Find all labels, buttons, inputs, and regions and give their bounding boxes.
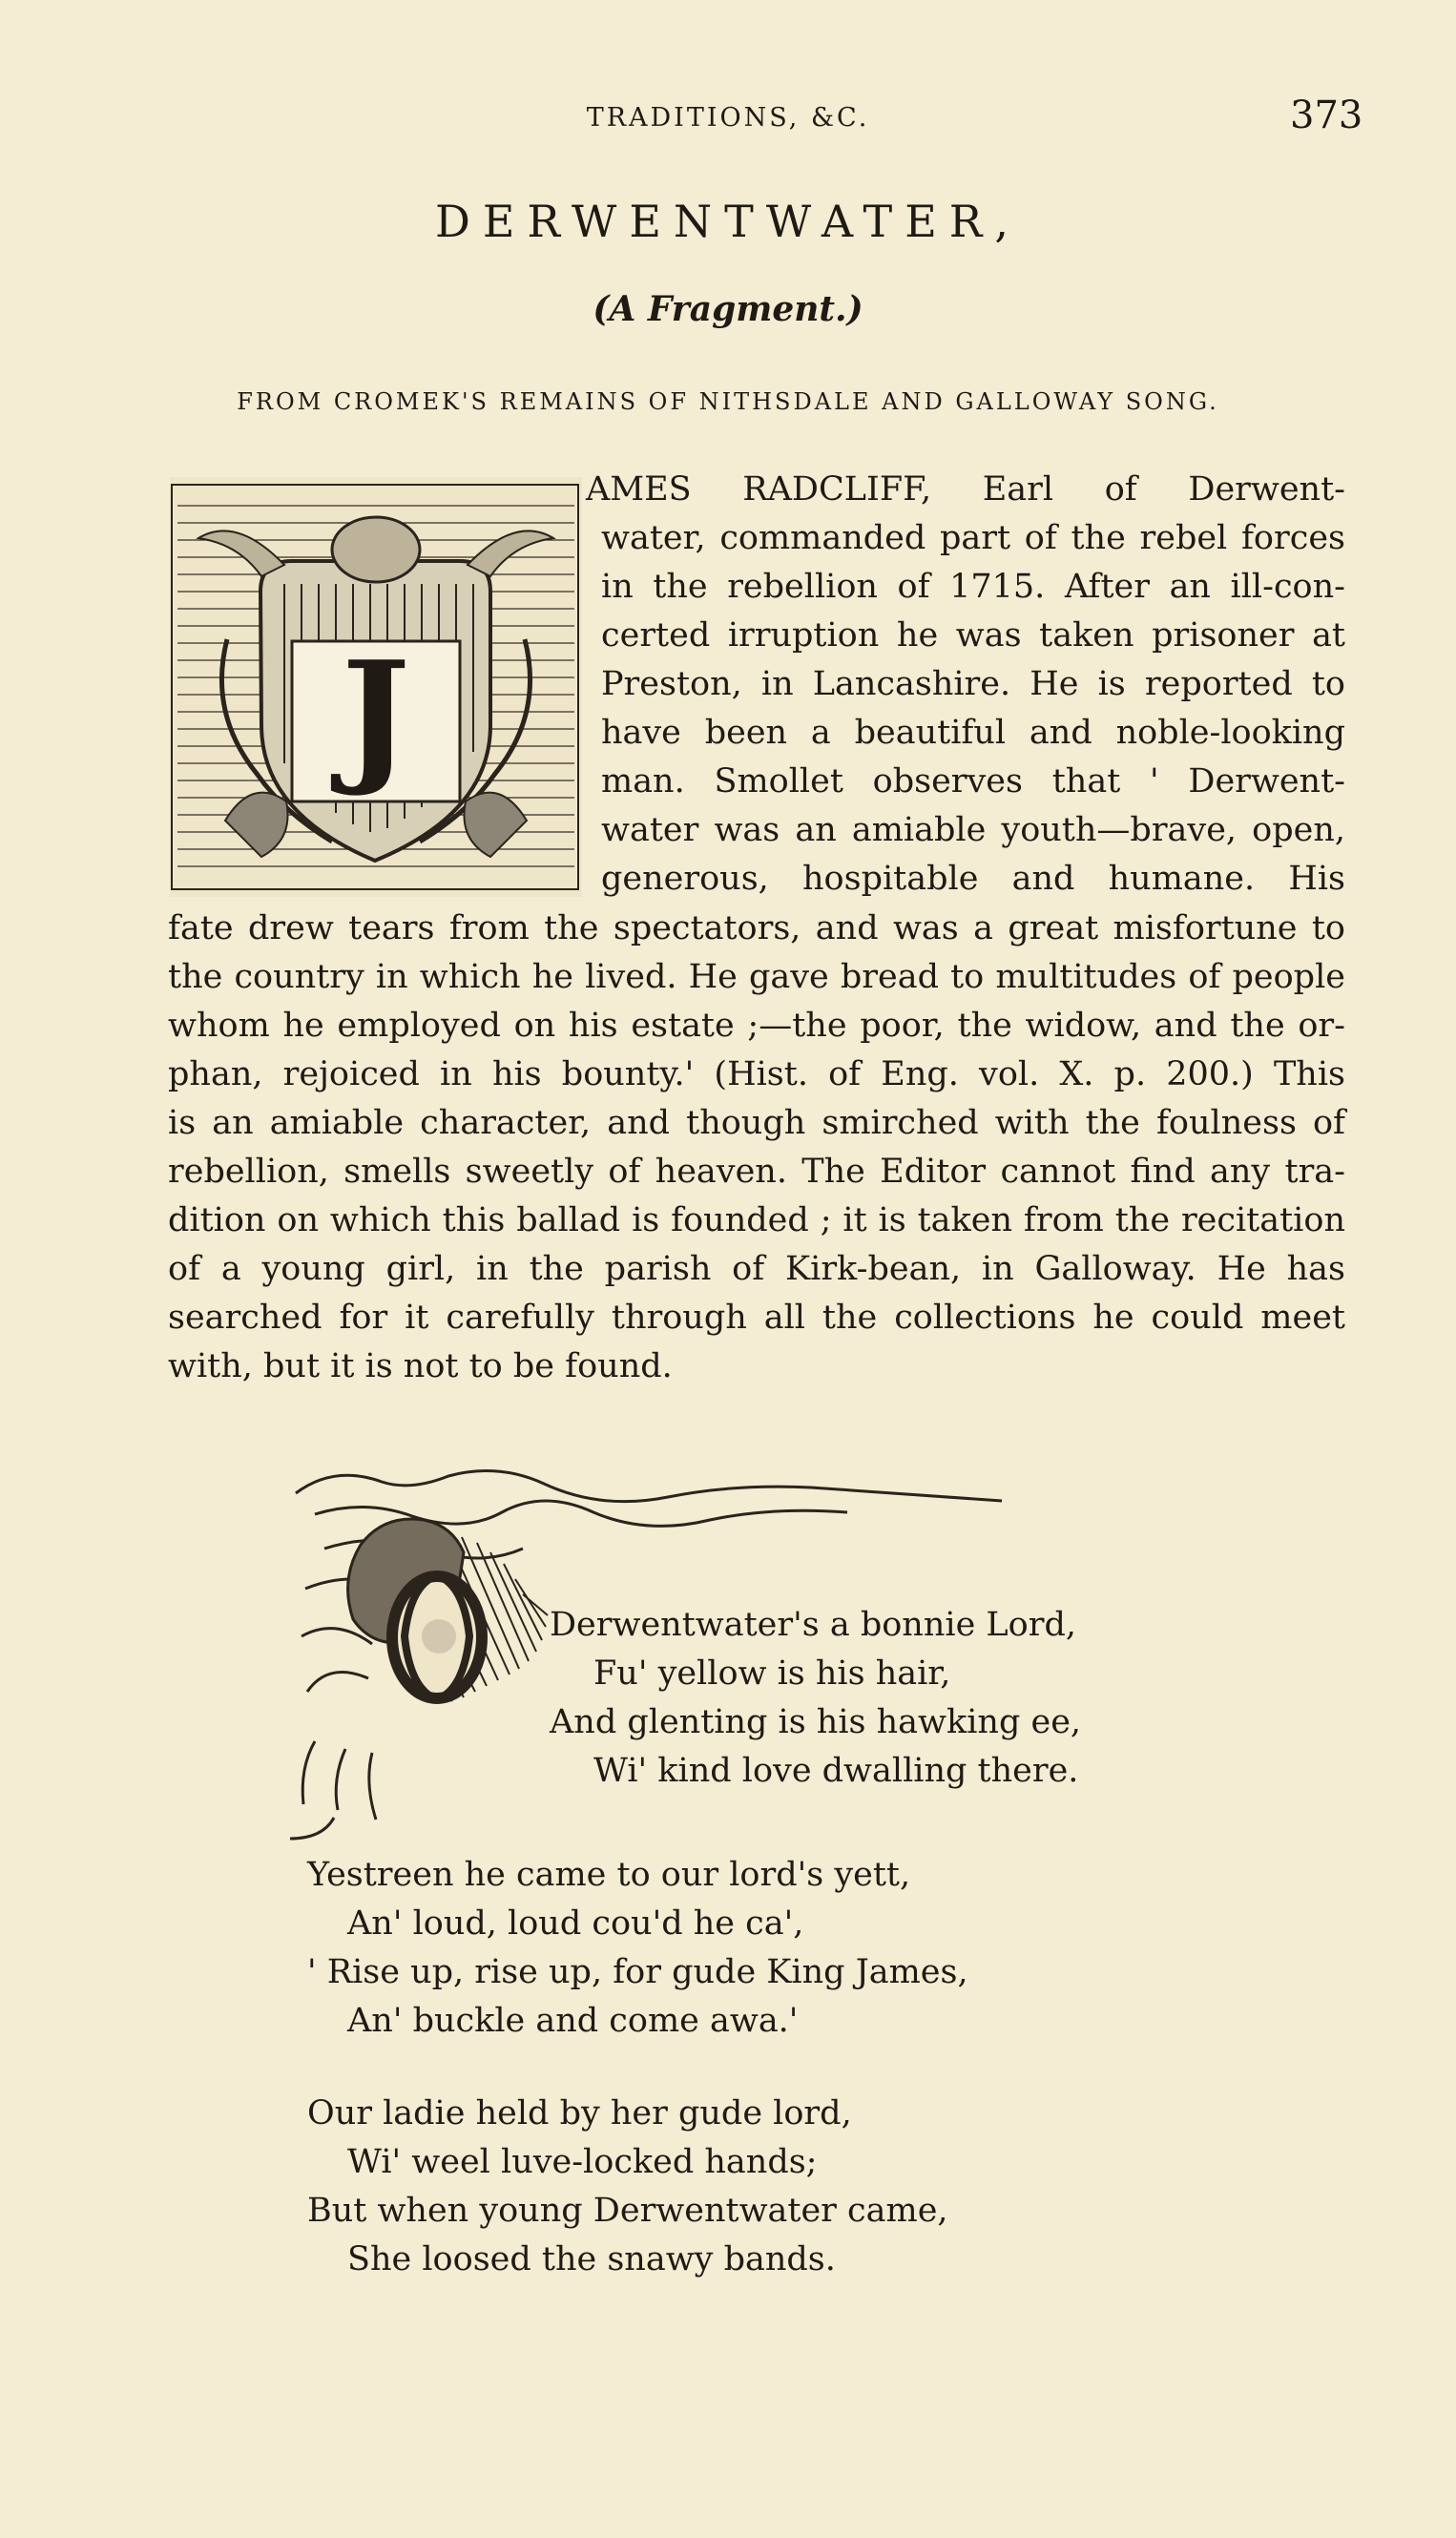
- intro-line-10: fate drew tears from the spectators, and was a great misfortune to: [168, 909, 1345, 947]
- intro-line-2: water, commanded part of the rebel forces: [601, 519, 1345, 557]
- intro-line-5: Preston, in Lancashire. He is reported to: [601, 665, 1345, 703]
- intro-line-14: is an amiable character, and though smirched with the foulness of: [168, 1104, 1345, 1142]
- source-line: FROM CROMEK'S REMAINS OF NITHSDALE AND GALLOWAY SONG.: [237, 388, 1219, 415]
- intro-line-12: whom he employed on his estate ;—the poor, the widow, and the or-: [168, 1007, 1345, 1045]
- stanza-2-line-4: An' buckle and come awa.': [347, 2002, 799, 2040]
- running-head: TRADITIONS, &C.: [586, 103, 870, 133]
- page-number: 373: [1290, 94, 1363, 137]
- intro-line-17: of a young girl, in the parish of Kirk-bean, in Galloway. He has: [168, 1250, 1345, 1288]
- stanza-1-line-3: And glenting is his hawking ee,: [550, 1703, 1082, 1741]
- intro-line-16: dition on which this ballad is founded ; it is taken from the recitation: [168, 1201, 1345, 1239]
- intro-line-8: water was an amiable youth—brave, open,: [601, 811, 1345, 849]
- intro-line-18: searched for it carefully through all the collections he could meet: [168, 1299, 1345, 1337]
- intro-line-11: the country in which he lived. He gave bread to multitudes of people: [168, 958, 1345, 996]
- initial-letter: J: [342, 629, 410, 800]
- page-title: DERWENTWATER,: [434, 196, 1022, 247]
- stanza-2-line-3: ' Rise up, rise up, for gude King James,: [307, 1953, 968, 1991]
- ornamental-shield-icon: [170, 477, 582, 897]
- stanza-2-line-1: Yestreen he came to our lord's yett,: [307, 1856, 911, 1894]
- page-subtitle: (A Fragment.): [593, 289, 863, 329]
- intro-line-7: man. Smollet observes that ' Derwent-: [601, 762, 1345, 801]
- stanza-3-line-4: She loosed the snawy bands.: [347, 2240, 836, 2278]
- intro-line-6: have been a beautiful and noble-looking: [601, 714, 1345, 752]
- decorated-initial-j: [170, 477, 582, 897]
- intro-paragraph-full-width: [168, 905, 1345, 1391]
- stanza-1-line-2: Fu' yellow is his hair,: [593, 1654, 951, 1693]
- stanza-3-line-3: But when young Derwentwater came,: [307, 2192, 948, 2230]
- stanza-3: [307, 2090, 1166, 2284]
- stanza-1-line-1: Derwentwater's a bonnie Lord,: [550, 1606, 1076, 1644]
- stanza-3-line-1: Our ladie held by her gude lord,: [307, 2094, 852, 2132]
- stanza-2-line-2: An' loud, loud cou'd he ca',: [347, 1904, 804, 1943]
- stanza-1-line-4: Wi' kind love dwalling there.: [593, 1752, 1079, 1790]
- intro-line-1: AMES RADCLIFF, Earl of Derwent-: [586, 470, 1345, 509]
- intro-line-13: phan, rejoiced in his bounty.' (Hist. of Eng. vol. X. p. 200.) This: [168, 1055, 1345, 1093]
- intro-line-15: rebellion, smells sweetly of heaven. The Editor cannot find any tra-: [168, 1153, 1345, 1191]
- stanza-2: [307, 1851, 1166, 2046]
- intro-line-19: with, but it is not to be found.: [168, 1347, 673, 1385]
- intro-line-9: generous, hospitable and humane. His: [601, 860, 1345, 898]
- intro-line-4: certed irruption he was taken prisoner at: [601, 616, 1345, 655]
- stanza-3-line-2: Wi' weel luve-locked hands;: [347, 2143, 818, 2181]
- stanza-1: [550, 1601, 1275, 1796]
- intro-line-3: in the rebellion of 1715. After an ill-con-: [601, 568, 1345, 606]
- intro-paragraph-indented: [586, 466, 1345, 904]
